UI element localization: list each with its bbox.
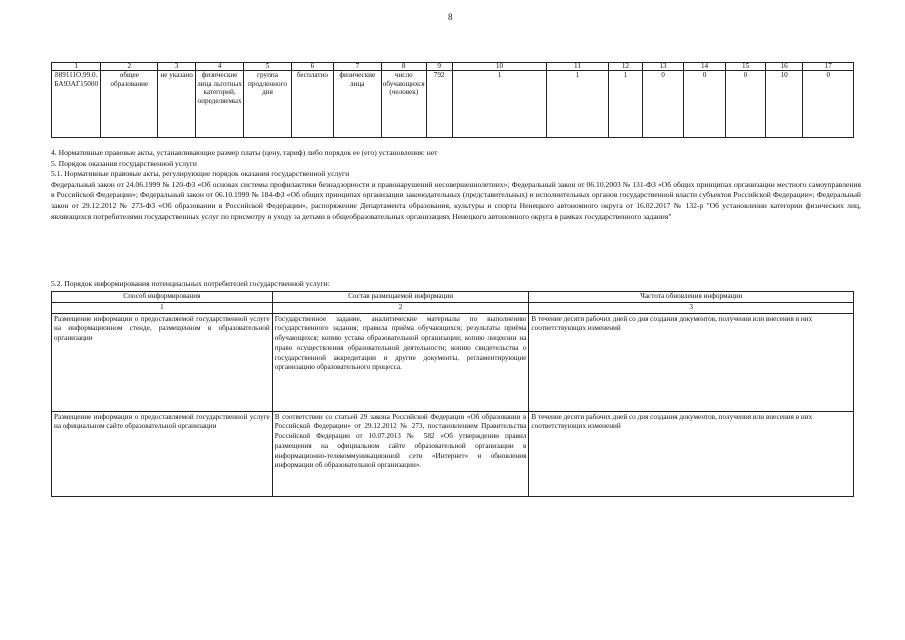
info-content: В соответствии со статьей 29 закона Российской Федерации «Об образовании в Российской Федерации» от 29.12.2012 № 273, постановлением Правительства Российской Федерации от 10.07.2013 № 582 «Об утверждении правил размещения на официальном сайте образовательной организации в информационно-телекоммуникационной сети «Интернет» и обновления информации об образовательной организации».: [272, 411, 529, 496]
info-content: Государственное задание, аналитические материалы по выполнению государственного задания; правила приёма обучающихся; результаты приёма обучающихся; копию устава образовательной организации; копию лицензии на право осуществления образовательной деятельности; копию свидетельства о государственной аккредитации и другие документы, регламентирующие организацию образовательного процесса.: [272, 313, 529, 411]
table-cell: 0: [726, 71, 766, 138]
table-header-cell: 13: [643, 63, 684, 71]
table-header-cell: 1: [52, 63, 101, 71]
table-cell: не указано: [158, 71, 196, 138]
info-frequency: В течение десяти рабочих дней со дня создания документов, получения или внесения в них соответствующих изменений: [529, 313, 854, 411]
column-number: 3: [529, 302, 854, 313]
table-row: [52, 313, 854, 411]
table-cell: 792: [426, 71, 452, 138]
column-number: 2: [272, 302, 529, 313]
info-table: [51, 291, 854, 497]
table-header-cell: 7: [333, 63, 381, 71]
column-header: Состав размещаемой информации: [272, 292, 529, 303]
info-frequency: В течение десяти рабочих дней со дня создания документов, получения или внесения в них соответствующих изменений: [529, 411, 854, 496]
table-header-row: [52, 63, 854, 71]
table-cell: 1: [547, 71, 608, 138]
table-cell: физические лица: [333, 71, 381, 138]
table-cell: 0: [683, 71, 726, 138]
table-cell: 889111О.99.0.БА93АГ15000: [52, 71, 101, 138]
table-header-cell: 3: [158, 63, 196, 71]
table-header-row: [52, 292, 854, 303]
table-row: [52, 71, 854, 138]
table-header-cell: 2: [101, 63, 158, 71]
table-header-cell: 5: [244, 63, 292, 71]
column-header: Частота обновления информации: [529, 292, 854, 303]
table-cell: 1: [452, 71, 547, 138]
paragraph: 5. Порядок оказания государственной услуги: [51, 158, 197, 168]
table-header-cell: 10: [452, 63, 547, 71]
table-header-cell: 12: [608, 63, 643, 71]
table-cell: 0: [643, 71, 684, 138]
page-number: 8: [448, 12, 453, 22]
document-body: [51, 148, 861, 222]
table-header-cell: 16: [765, 63, 803, 71]
table-header-cell: 9: [426, 63, 452, 71]
table-header-cell: 6: [291, 63, 333, 71]
table-cell: общее образование: [101, 71, 158, 138]
table-cell: 10: [765, 71, 803, 138]
table-cell: 1: [608, 71, 643, 138]
table-header-cell: 15: [726, 63, 766, 71]
table-cell: физические лица льготных категорий, определяемых: [196, 71, 244, 138]
column-header: Способ информирования: [52, 292, 273, 303]
table-cell: число обучающихся (человек): [381, 71, 426, 138]
table-header-cell: 11: [547, 63, 608, 71]
info-method: Размещение информации о предоставляемой государственной услуге на информационном стенде, размещенном в образовательной организации: [52, 313, 273, 411]
info-method: Размещение информации о предоставляемой государственной услуге на официальном сайте образовательной организации: [52, 411, 273, 496]
table-row: [52, 411, 854, 496]
table-number-row: [52, 302, 854, 313]
column-number: 1: [52, 302, 273, 313]
paragraph: 4. Нормативные правовые акты, устанавливающие размер платы (цену, тариф) либо порядок ее (его) установления: нет: [51, 148, 438, 157]
table-cell: бесплатно: [291, 71, 333, 138]
table-header-cell: 4: [196, 63, 244, 71]
section-title: 5.2. Порядок информирования потенциальных потребителей государственной услуги:: [51, 279, 330, 288]
table-cell: 0: [803, 71, 854, 138]
paragraph: 5.1. Нормативные правовые акты, регулирующие порядок оказания государственной услуги: [51, 169, 350, 179]
table-cell: группа продленного дня: [244, 71, 292, 138]
paragraph: Федеральный закон от 24.06.1999 № 120-ФЗ «Об основах системы профилактики безнадзорности и правонарушений несовершеннолетних»; Федеральный закон от 06.10.2003 № 131-ФЗ «Об общих принципах организации местного самоуправления в Российской Федерации»; Федеральный закон от 06.10.1999 № 184-ФЗ «Об общих принципах организации законодательных (представительных) и исполнительных органов государственной власти субъектов Российской Федерации»; Федеральный закон от 29.12.2012 № 273-ФЗ «Об образовании в Российской Федерации», распоряжение Департамента образования, культуры и спорта Ненецкого автономного округа от 16.02.2017 № 132-р "Об установлении категории физических лиц, являющихся потребителями государственных услуг по присмотру и уходу за детьми в общеобразовательных организациях Ненецкого автономного округа в рамках государственного задания": [51, 179, 861, 221]
table-header-cell: 8: [381, 63, 426, 71]
table-header-cell: 17: [803, 63, 854, 71]
table-header-cell: 14: [683, 63, 726, 71]
service-volume-table: [51, 62, 854, 138]
